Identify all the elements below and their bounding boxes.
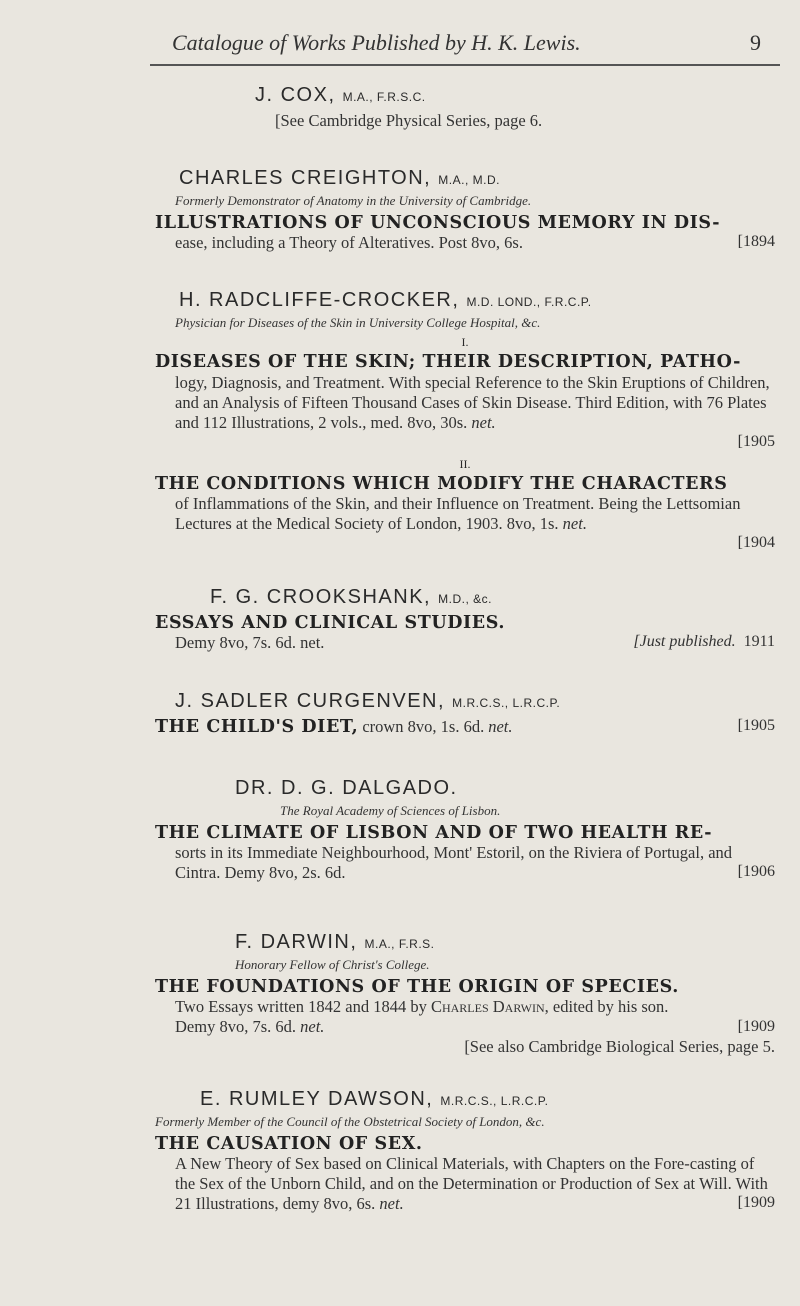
entry-description: [See Cambridge Physical Series, page 6. <box>275 111 543 130</box>
author-name: J. COX, <box>255 84 336 106</box>
entry-description: logy, Diagnosis, and Treatment. With special Reference to the Skin Eruptions of Children, and an Analysis of Fifteen Thousand Cases of Skin Disease. Third Edition, with 76 Plates and 112 Illustrations, 2 vols., med. 8vo, 30s. <box>175 372 770 432</box>
entry-description: crown 8vo, 1s. 6d. <box>362 716 485 736</box>
book-title: THE CLIMATE OF LISBON AND OF TWO HEALTH RE- <box>155 822 713 843</box>
author-name: H. RADCLIFFE-CROCKER, <box>179 289 460 312</box>
publication-year: [1894 <box>737 233 775 251</box>
catalogue-entry-radcliffe-crocker <box>155 289 775 554</box>
entry-description: ease, including a Theory of Alteratives. Post 8vo, 6s. <box>175 233 523 253</box>
catalogue-entry-darwin <box>155 931 775 1058</box>
page-header-title: Catalogue of Works Published by H. K. Lewis. <box>172 30 581 55</box>
book-title: THE CHILD'S DIET, <box>155 716 359 737</box>
book-title: ILLUSTRATIONS OF UNCONSCIOUS MEMORY IN DIS- <box>155 213 721 234</box>
entry-description: Two Essays written 1842 and 1844 by <box>175 997 427 1017</box>
author-affiliation: Formerly Demonstrator of Anatomy in the University of Cambridge. <box>175 193 532 209</box>
author-name: DR. D. G. DALGADO. <box>235 776 458 799</box>
author-degrees: M.D., &c. <box>438 592 492 607</box>
catalogue-entry-cox <box>255 84 775 131</box>
author-mention: Charles Darwin, <box>430 997 549 1017</box>
book-title: THE FOUNDATIONS OF THE ORIGIN OF SPECIES. <box>155 977 679 997</box>
running-header <box>0 30 800 62</box>
book-title: ESSAYS AND CLINICAL STUDIES. <box>155 613 506 634</box>
author-affiliation: Honorary Fellow of Christ's College. <box>235 957 430 972</box>
publication-year: [1905 <box>737 432 775 450</box>
part-numeral: II. <box>459 456 471 471</box>
page-number: 9 <box>750 30 761 55</box>
entry-description-end: edited by his son. <box>552 997 669 1017</box>
entry-description: A New Theory of Sex based on Clinical Materials, with Chapters on the Fore-casting of the Sex of the Unborn Child, and on the Determination or Production of Sex at Will. With 21 Illustrations, demy 8vo, 6s. <box>175 1153 768 1213</box>
see-also-note: [See also Cambridge Biological Series, page 5. <box>464 1037 775 1057</box>
author-name: E. RUMLEY DAWSON, <box>200 1087 434 1110</box>
publication-year: [1906 <box>737 863 775 880</box>
entry-description: Demy 8vo, 7s. 6d. net. <box>175 633 325 653</box>
publication-year: [1904 <box>737 534 775 552</box>
net-label: net. <box>300 1017 325 1037</box>
author-affiliation: The Royal Academy of Sciences of Lisbon. <box>280 802 501 818</box>
entry-price: Demy 8vo, 7s. 6d. <box>175 1017 296 1037</box>
part-numeral: I. <box>461 335 469 350</box>
catalogue-entry-crookshank <box>155 586 775 653</box>
book-title: THE CAUSATION OF SEX. <box>155 1133 423 1154</box>
author-degrees: M.A., M.D. <box>438 173 500 188</box>
net-label: net. <box>379 1193 404 1213</box>
author-affiliation: Formerly Member of the Council of the Obstetrical Society of London, &c. <box>155 1113 545 1129</box>
book-title: THE CONDITIONS WHICH MODIFY THE CHARACTERS <box>155 473 728 494</box>
publication-year: [1909 <box>737 1194 775 1211</box>
catalogue-entry-curgenven <box>155 690 775 737</box>
net-label: net. <box>488 716 513 736</box>
header-rule <box>150 64 780 66</box>
catalogue-entry-creighton <box>155 167 775 253</box>
publication-note: [Just published. <box>633 633 736 651</box>
author-name: J. SADLER CURGENVEN, <box>175 689 446 712</box>
entry-description: of Inflammations of the Skin, and their Influence on Treatment. Being the Lettsomian Lectures at the Medical Society of London, 1903. 8vo, 1s. <box>175 494 741 534</box>
entry-description: sorts in its Immediate Neighbourhood, Mont' Estoril, on the Riviera of Portugal, and Cintra. Demy 8vo, 2s. 6d. <box>175 842 733 882</box>
catalogue-entry-dawson <box>155 1088 775 1215</box>
author-degrees: M.R.C.S., L.R.C.P. <box>452 695 561 710</box>
book-title: DISEASES OF THE SKIN; THEIR DESCRIPTION, PATHO- <box>155 352 741 373</box>
author-degrees: M.A., F.R.S.C. <box>342 90 426 104</box>
publication-year: 1911 <box>743 633 775 651</box>
author-degrees: M.A., F.R.S. <box>364 937 435 951</box>
author-degrees: M.R.C.S., L.R.C.P. <box>440 1093 549 1108</box>
author-name: CHARLES CREIGHTON, <box>179 167 432 190</box>
author-name: F. DARWIN, <box>235 931 358 953</box>
net-label: net. <box>562 514 587 534</box>
net-label: net. <box>471 412 496 432</box>
author-degrees: M.D. LOND., F.R.C.P. <box>466 295 592 310</box>
catalogue-entry-dalgado <box>155 777 775 885</box>
publication-year: [1909 <box>737 1018 775 1036</box>
publication-year: [1905 <box>737 716 775 734</box>
author-name: F. G. CROOKSHANK, <box>210 586 432 609</box>
catalogue-entries <box>155 84 775 1214</box>
author-affiliation: Physician for Diseases of the Skin in University College Hospital, &c. <box>175 315 541 331</box>
